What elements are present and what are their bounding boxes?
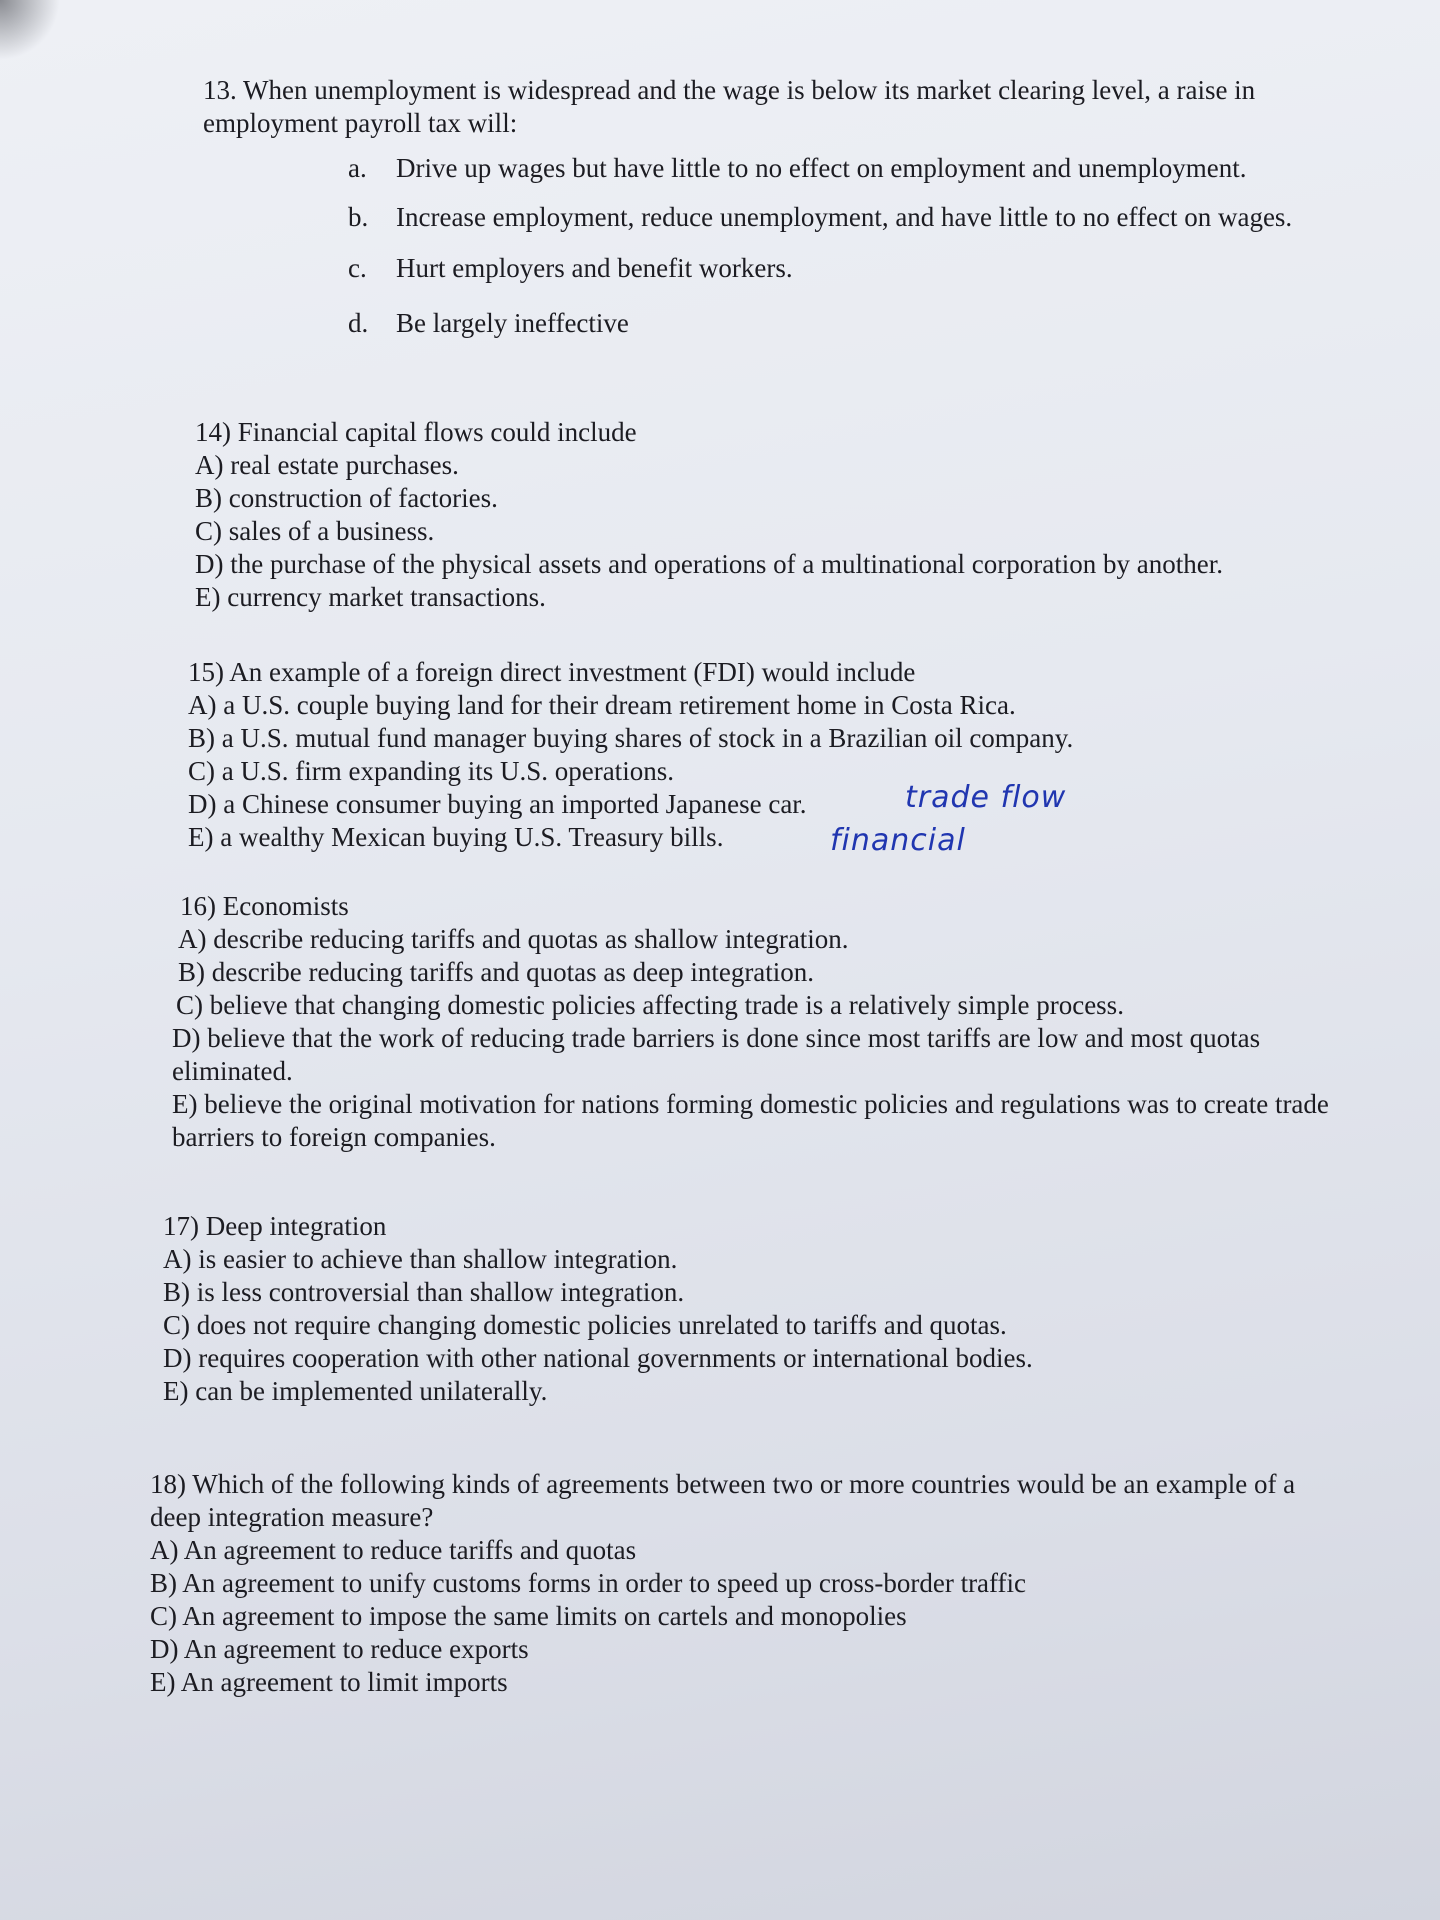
option-text: Hurt employers and benefit workers. xyxy=(396,253,793,283)
option-letter: a. xyxy=(348,153,367,183)
question-14-option-e: E) currency market transactions. xyxy=(195,582,546,612)
question-18-stem: 18) Which of the following kinds of agreements between two or more countries would be an example of a deep integration measure? xyxy=(150,1469,1296,1532)
handwritten-note-financial: financial xyxy=(830,823,966,858)
question-17-option-b: B) is less controversial than shallow integration. xyxy=(163,1277,685,1307)
question-17-option-c: C) does not require changing domestic policies unrelated to tariffs and quotas. xyxy=(163,1310,1007,1340)
question-15-option-c: C) a U.S. firm expanding its U.S. operations. xyxy=(188,756,674,786)
option-text: Increase employment, reduce unemployment, and have little to no effect on wages. xyxy=(396,202,1293,232)
question-15-option-d: D) a Chinese consumer buying an imported Japanese car. xyxy=(188,789,807,819)
question-13 xyxy=(203,74,1353,340)
question-16-stem: 16) Economists xyxy=(180,891,349,921)
question-18-option-e: E) An agreement to limit imports xyxy=(150,1667,508,1697)
question-16-option-e: E) believe the original motivation for nations forming domestic policies and regulations was to create trade barriers to foreign companies. xyxy=(172,1089,1329,1152)
option-letter: d. xyxy=(348,308,369,338)
question-16 xyxy=(172,890,1362,1154)
option-letter: b. xyxy=(348,202,369,232)
question-17-option-e: E) can be implemented unilaterally. xyxy=(163,1376,548,1406)
question-14-stem: 14) Financial capital flows could include xyxy=(195,417,637,447)
question-13-stem: 13. When unemployment is widespread and the wage is below its market clearing level, a raise in employment payroll tax will: xyxy=(203,75,1256,138)
question-16-option-d: D) believe that the work of reducing trade barriers is done since most tariffs are low and most quotas eliminated. xyxy=(172,1023,1261,1086)
question-15-option-a: A) a U.S. couple buying land for their dream retirement home in Costa Rica. xyxy=(188,690,1016,720)
question-13-option-b xyxy=(348,201,1353,234)
question-16-option-a: A) describe reducing tariffs and quotas as shallow integration. xyxy=(178,924,849,954)
handwritten-note-trade-flow: trade flow xyxy=(905,780,1067,815)
question-18-option-d: D) An agreement to reduce exports xyxy=(150,1634,529,1664)
question-18-option-a: A) An agreement to reduce tariffs and quotas xyxy=(150,1535,637,1565)
question-17-option-d: D) requires cooperation with other national governments or international bodies. xyxy=(163,1343,1033,1373)
question-13-option-c xyxy=(348,252,1353,285)
question-15-stem: 15) An example of a foreign direct investment (FDI) would include xyxy=(188,657,916,687)
question-15-option-b: B) a U.S. mutual fund manager buying shares of stock in a Brazilian oil company. xyxy=(188,723,1074,753)
question-16-option-b: B) describe reducing tariffs and quotas as deep integration. xyxy=(178,957,815,987)
question-13-option-d xyxy=(348,307,1353,340)
question-15-option-e: E) a wealthy Mexican buying U.S. Treasury bills. xyxy=(188,822,724,852)
option-text: Drive up wages but have little to no effect on employment and unemployment. xyxy=(396,153,1247,183)
question-14 xyxy=(195,416,1375,614)
question-17-stem: 17) Deep integration xyxy=(163,1211,387,1241)
question-18 xyxy=(150,1468,1350,1699)
question-13-option-a xyxy=(348,152,1353,185)
option-text: Be largely ineffective xyxy=(396,308,629,338)
option-letter: c. xyxy=(348,253,367,283)
question-14-option-a: A) real estate purchases. xyxy=(195,450,459,480)
page-corner-shadow xyxy=(0,0,60,60)
question-16-option-c: C) believe that changing domestic policies affecting trade is a relatively simple process. xyxy=(176,990,1124,1020)
question-17-option-a: A) is easier to achieve than shallow integration. xyxy=(163,1244,678,1274)
question-15 xyxy=(188,656,1368,854)
question-14-option-c: C) sales of a business. xyxy=(195,516,435,546)
question-17 xyxy=(163,1210,1353,1408)
question-14-option-b: B) construction of factories. xyxy=(195,483,498,513)
question-14-option-d: D) the purchase of the physical assets and operations of a multinational corporation by another. xyxy=(195,549,1223,579)
question-18-option-b: B) An agreement to unify customs forms in order to speed up cross-border traffic xyxy=(150,1568,1027,1598)
question-18-option-c: C) An agreement to impose the same limits on cartels and monopolies xyxy=(150,1601,907,1631)
